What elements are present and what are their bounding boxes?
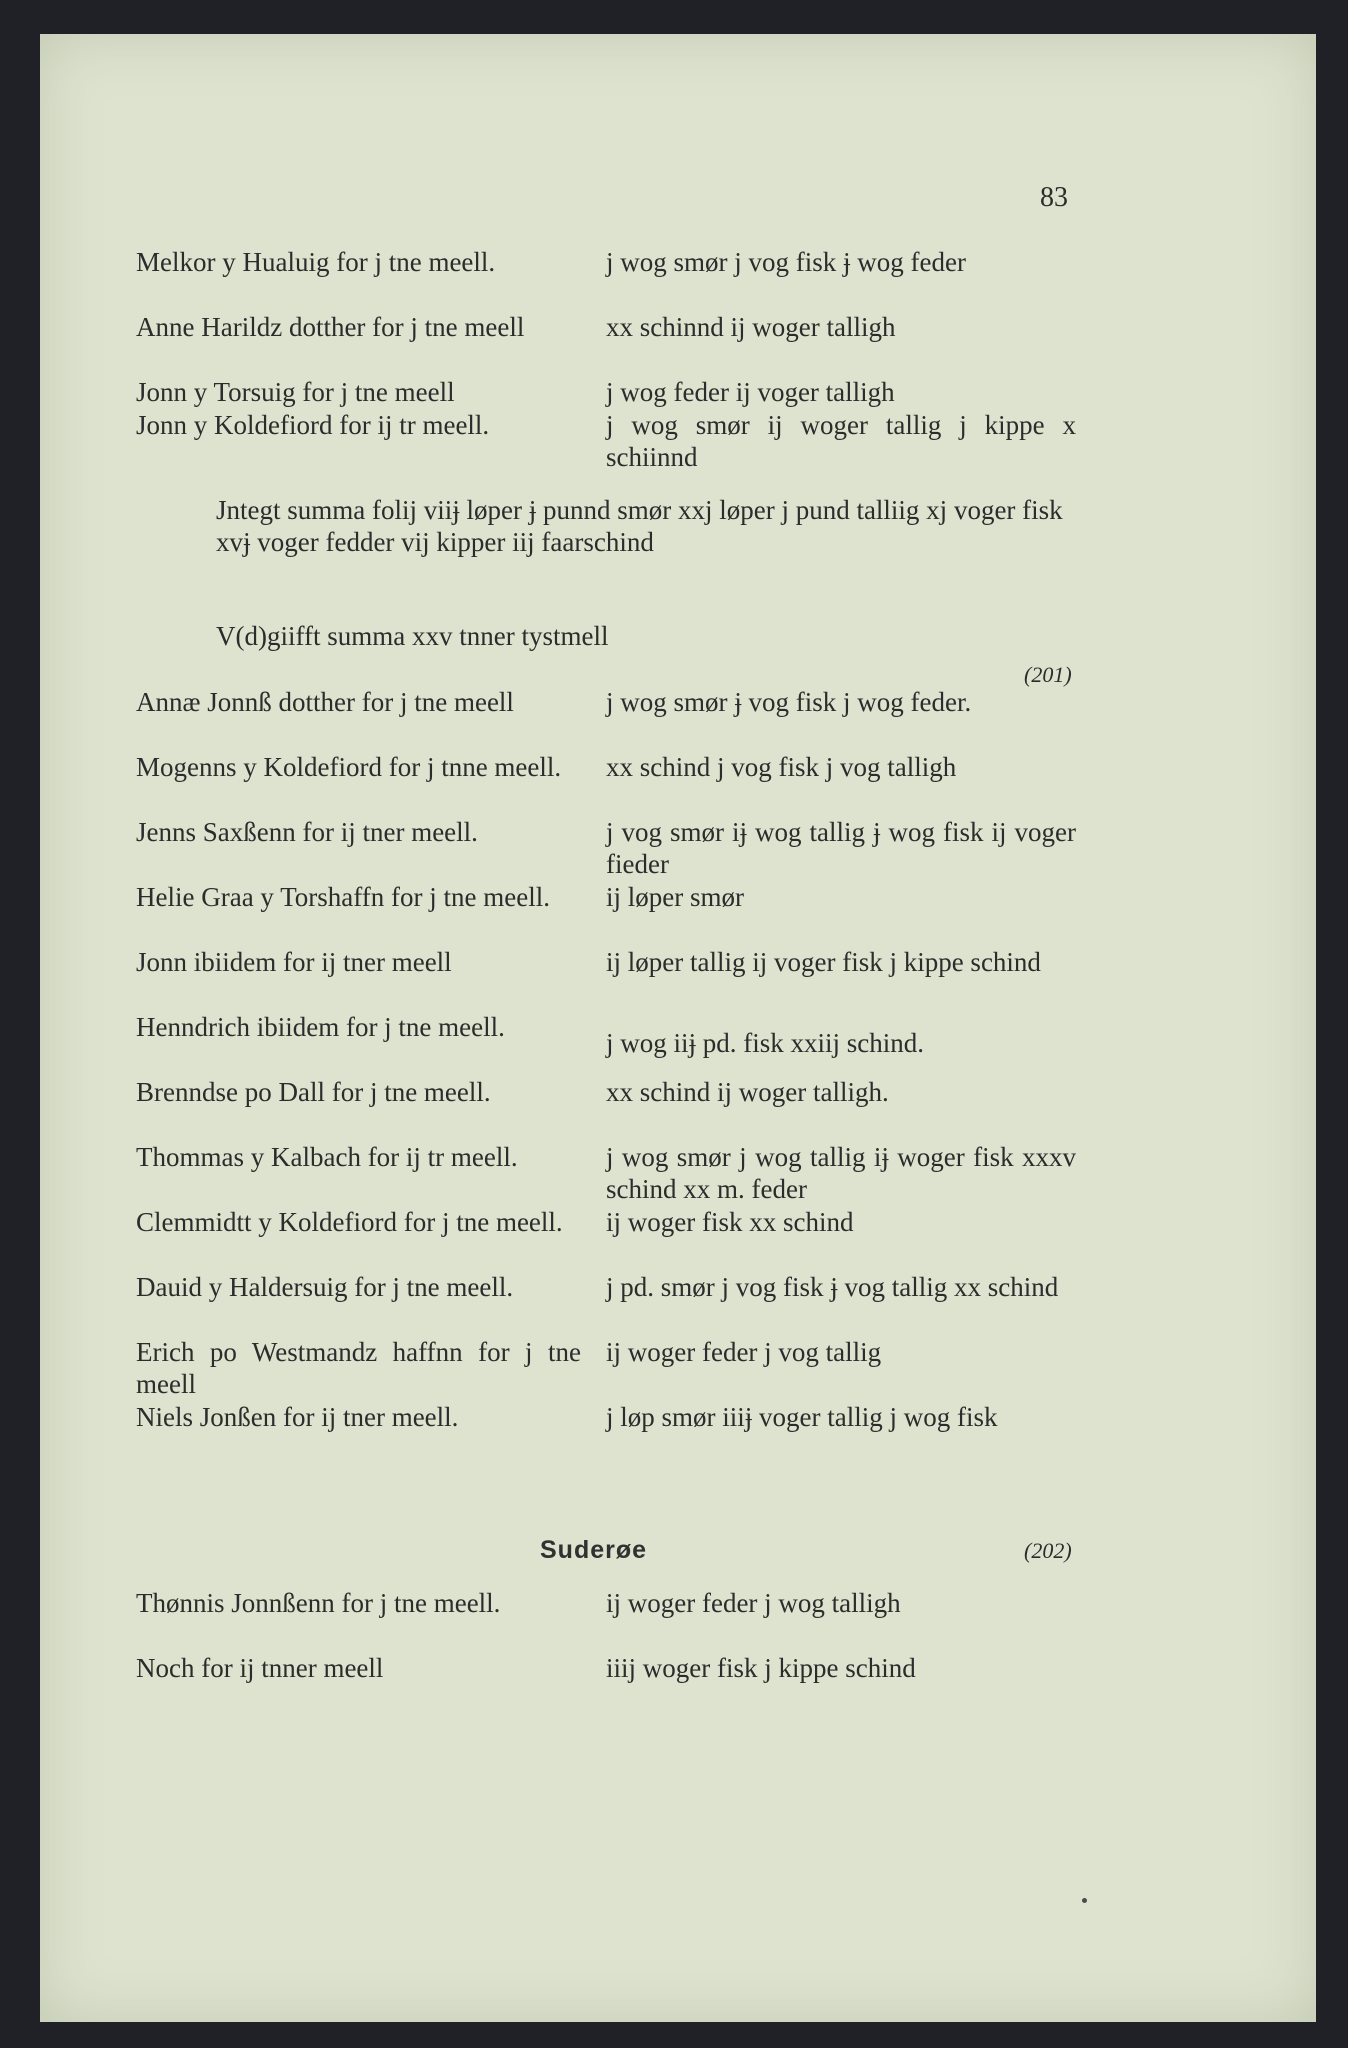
entry-goods: xx schinnd ij woger talligh [606, 312, 896, 342]
entry-goods: j wog smør j vog fisk ɉ wog feder [606, 247, 966, 277]
outlay-summary [216, 620, 1080, 652]
reference-202: (202) [1024, 1538, 1072, 1563]
entry-name: Thønnis Jonnßenn for j tne meell. [136, 1588, 501, 1618]
entry-name: Mogenns y Koldefiord for j tnne meell. [136, 752, 562, 782]
entry-goods: xx schind j vog fisk j vog talligh [606, 752, 957, 782]
entry-goods: j løp smør iiiɉ voger tallig j wog fisk [606, 1402, 998, 1432]
entry-goods: xx schind ij woger talligh. [606, 1077, 889, 1107]
reference-201: (201) [1024, 662, 1072, 687]
ink-spot [1082, 1898, 1087, 1903]
outlay-summary-text: V(d)giifft summa xxv tnner tystmell [216, 621, 609, 651]
entry-goods: j wog smør ɉ vog fisk j wog feder. [606, 687, 972, 717]
entry-name: Dauid y Haldersuig for j tne meell. [136, 1272, 514, 1302]
entry-goods: ij løper tallig ij voger fisk j kippe schind [606, 947, 1041, 977]
entry-name: Jonn y Koldefiord for ij tr meell. [136, 410, 490, 440]
entry-goods: ij løper smør [606, 882, 744, 912]
entry-name: Helie Graa y Torshaffn for j tne meell. [136, 882, 550, 912]
entry-goods: j vog smør iɉ wog tallig ɉ wog fisk ij voger fieder [606, 817, 1076, 879]
entry-goods: ij woger fisk xx schind [606, 1207, 854, 1237]
entry-name: Jenns Saxßenn for ij tner meell. [136, 817, 478, 847]
page-number: 83 [1040, 182, 1068, 213]
entry-name: Clemmidtt y Koldefiord for j tne meell. [136, 1207, 563, 1237]
entry-name: Thommas y Kalbach for ij tr meell. [136, 1142, 518, 1172]
entry-goods: ij woger feder j vog tallig [606, 1337, 882, 1367]
entry-goods: j wog feder ij voger talligh [606, 377, 895, 407]
entry-name: Anne Harildz dotther for j tne meell [136, 312, 525, 342]
entry-name: Jonn y Torsuig for j tne meell [136, 377, 455, 407]
section-heading: Suderøe [540, 1536, 648, 1564]
entry-name: Erich po Westmandz haffnn for j tne meell [136, 1337, 581, 1399]
income-summary [216, 494, 1080, 558]
entry-name: Jonn ibiidem for ij tner meell [136, 947, 452, 977]
entry-name: Noch for ij tnner meell [136, 1653, 384, 1683]
entry-goods: j wog smør ij woger tallig j kippe x schiinnd [606, 410, 1076, 472]
entry-goods: ij woger feder j wog talligh [606, 1588, 901, 1618]
entry-goods: j wog iiɉ pd. fisk xxiij schind. [606, 1028, 925, 1058]
entry-name: Melkor y Hualuig for j tne meell. [136, 247, 496, 277]
entry-name: Brenndse po Dall for j tne meell. [136, 1077, 491, 1107]
entry-goods: j pd. smør j vog fisk ɉ vog tallig xx schind [606, 1272, 1059, 1302]
entry-goods: j wog smør j wog tallig iɉ woger fisk xxxv schind xx m. feder [606, 1142, 1076, 1204]
entry-name: Niels Jonßen for ij tner meell. [136, 1402, 459, 1432]
entry-goods: iiij woger fisk j kippe schind [606, 1653, 916, 1683]
entry-name: Annæ Jonnß dotther for j tne meell [136, 687, 514, 717]
entry-name: Henndrich ibiidem for j tne meell. [136, 1012, 505, 1042]
income-summary-text: Jntegt summa folij viiɉ løper ɉ punnd smør xxj løper j pund talliig xj voger fisk xvɉ voger fedder vij kipper iij faarschind [216, 495, 1063, 557]
